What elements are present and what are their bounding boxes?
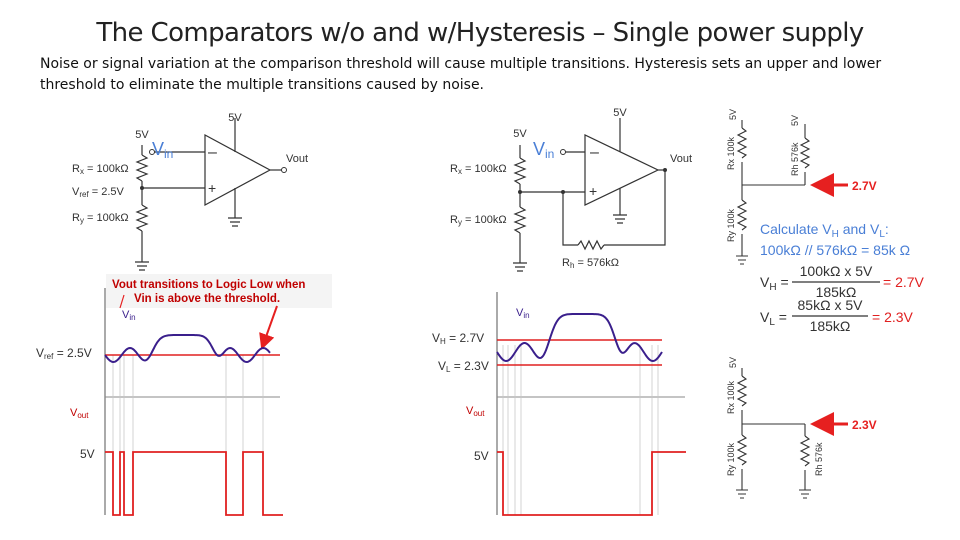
sketch-lower-value: 2.3V <box>852 418 877 432</box>
divider-top-label-left: 5V <box>135 129 149 141</box>
vref-wave-label: Vref = 2.5V <box>36 346 92 361</box>
five-volt-label-left: 5V <box>80 447 95 461</box>
node-dot <box>561 190 565 194</box>
ground-icon <box>135 262 149 270</box>
vin-waveform-right <box>497 314 662 361</box>
resistor-rx-right <box>515 158 525 184</box>
sketch-upper-value: 2.7V <box>852 179 877 193</box>
ground-icon <box>736 256 748 264</box>
calc-vl-lhs: $V_L$ = <box>760 309 787 328</box>
waveform-right <box>497 292 686 515</box>
calc-vh-denominator: 185kΩ <box>815 284 857 300</box>
waveform-left <box>105 288 283 515</box>
node-dot <box>663 168 667 172</box>
calc-vl-result: = 2.3V <box>872 309 913 325</box>
vref-label-left: Vref = 2.5V <box>72 186 124 199</box>
minus-sign-right: – <box>590 144 599 161</box>
calc-vl-numerator: 85kΩ x 5V <box>797 297 863 313</box>
vout-waveform-left <box>105 452 283 515</box>
resistor-rx-left <box>137 155 147 181</box>
calc-vl-denominator: 185kΩ <box>809 318 851 334</box>
sketch-upper-top-label: 5V <box>728 108 738 120</box>
plus-sign-right: + <box>589 183 598 199</box>
rh-label: Rh = 576kΩ <box>562 257 620 270</box>
vout-wave-label-left: Vout <box>70 407 89 420</box>
five-volt-label-right: 5V <box>474 449 489 463</box>
transition-guides-right <box>503 345 658 515</box>
sketch-upper-rx-label: Rx 100k <box>726 136 736 170</box>
slide-description: Noise or signal variation at the comparison threshold will cause multiple transitions. Hysteresis sets an upper and lower threshold to eliminate the multiple transitions caused by noise. <box>40 56 882 93</box>
resistor-ry-sketch-lower <box>738 435 746 465</box>
resistor-rx-sketch-upper <box>738 128 746 158</box>
ground-icon <box>513 263 527 271</box>
supply-label-right: 5V <box>613 107 627 119</box>
calc-vh-result: = 2.7V <box>883 274 924 290</box>
node-dot <box>518 190 522 194</box>
resistor-ry-right <box>515 207 525 233</box>
sketch-lower-rh-label: Rh 576k <box>814 442 824 476</box>
sketch-upper-rh-label: Rh 576k <box>790 142 800 176</box>
vout-label-right: Vout <box>670 153 693 165</box>
callout-line-2: Vin is above the threshold. <box>134 293 281 305</box>
vin-waveform-left <box>105 335 270 362</box>
divider-sketch-lower <box>736 368 811 498</box>
minus-sign-left: – <box>208 144 217 161</box>
node-dot <box>140 186 144 190</box>
ground-icon <box>799 490 811 498</box>
vin-wave-label-left: Vin <box>122 309 136 322</box>
slide-title: The Comparators w/o and w/Hysteresis – Single power supply <box>96 18 864 48</box>
callout-arrow <box>262 306 277 348</box>
ground-icon <box>613 215 627 223</box>
calc-heading: Calculate $V_H$ and $V_L$: <box>760 221 889 240</box>
calc-vh-numerator: 100kΩ x 5V <box>799 263 873 279</box>
rx-label-right: Rx = 100kΩ <box>450 163 507 176</box>
vin-wave-label-right: Vin <box>516 307 530 320</box>
vout-wave-label-right: Vout <box>466 405 485 418</box>
vin-label-right: Vin <box>533 139 555 161</box>
calc-parallel: 100kΩ // 576kΩ = 85k Ω <box>760 242 911 258</box>
sketch-upper-ry-label: Ry 100k <box>726 208 736 242</box>
sketch-lower-rx-label: Rx 100k <box>726 380 736 414</box>
ground-icon <box>736 490 748 498</box>
vin-terminal-right <box>561 150 566 155</box>
sketch-lower-ry-label: Ry 100k <box>726 442 736 476</box>
resistor-rh-sketch-upper <box>801 138 809 168</box>
supply-label-left: 5V <box>228 112 242 124</box>
resistor-rx-sketch-lower <box>738 376 746 406</box>
resistor-rh <box>578 241 604 249</box>
feedback-wire-left <box>563 192 578 245</box>
vin-label-left: Vin <box>152 139 174 161</box>
resistor-ry-sketch-upper <box>738 200 746 230</box>
vl-wave-label: VL = 2.3V <box>438 359 489 374</box>
vout-label-left: Vout <box>286 153 309 165</box>
divider-top-label-right: 5V <box>513 128 527 140</box>
sketch-upper-rh-top-label: 5V <box>790 114 800 126</box>
ry-label-left: Ry = 100kΩ <box>72 212 129 225</box>
vh-wave-label: VH = 2.7V <box>432 331 485 346</box>
ry-label-right: Ry = 100kΩ <box>450 214 507 227</box>
resistor-ry-left <box>137 205 147 231</box>
ground-icon <box>228 218 242 226</box>
transition-guides-left <box>113 355 263 515</box>
calc-vh-lhs: $V_H$ = <box>760 274 789 293</box>
rx-label-left: Rx = 100kΩ <box>72 163 129 176</box>
callout-line-1: Vout transitions to Logic Low when <box>112 279 306 291</box>
plus-sign-left: + <box>208 180 217 196</box>
resistor-rh-sketch-lower <box>801 436 809 466</box>
vout-terminal-left <box>282 168 287 173</box>
sketch-lower-top-label: 5V <box>728 356 738 368</box>
